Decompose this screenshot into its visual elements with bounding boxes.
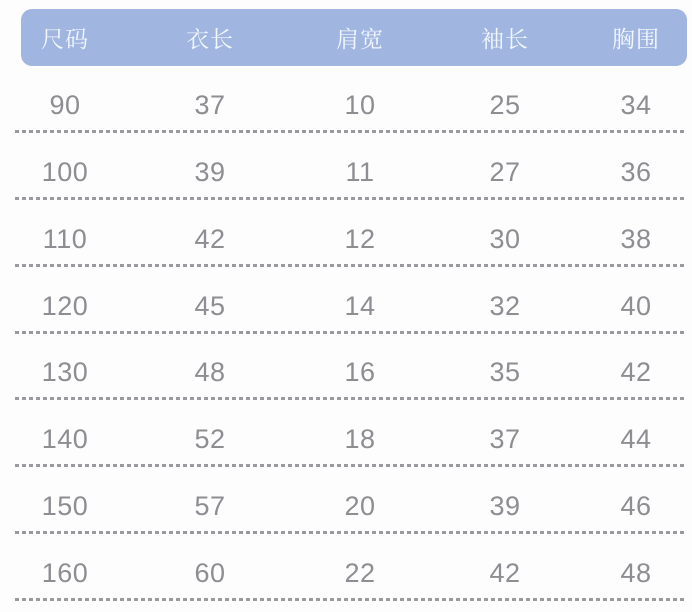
table-row (0, 467, 692, 534)
cell-size: 160 (41, 558, 89, 589)
cell-size: 150 (41, 491, 89, 522)
cell-size: 130 (41, 357, 89, 388)
cell-sleeve-length: 30 (489, 223, 521, 254)
cell-chest: 34 (620, 89, 652, 120)
table-row (0, 200, 692, 267)
cell-chest: 40 (620, 290, 652, 321)
cell-chest: 36 (620, 156, 652, 187)
cell-shoulder-width: 12 (344, 223, 376, 254)
cell-chest: 38 (620, 223, 652, 254)
cell-shoulder-width: 11 (345, 156, 375, 187)
column-header-sleeve-length: 袖长 (481, 26, 529, 52)
table-body (0, 66, 692, 601)
cell-chest: 46 (620, 491, 652, 522)
table-row (0, 334, 692, 401)
cell-sleeve-length: 37 (489, 424, 521, 455)
cell-garment-length: 48 (194, 357, 226, 388)
cell-shoulder-width: 14 (344, 290, 376, 321)
cell-shoulder-width: 20 (344, 491, 376, 522)
cell-chest: 44 (620, 424, 652, 455)
cell-chest: 48 (620, 558, 652, 589)
cell-garment-length: 45 (194, 290, 226, 321)
column-header-chest: 胸围 (612, 26, 660, 52)
cell-sleeve-length: 25 (489, 89, 521, 120)
cell-shoulder-width: 18 (344, 424, 376, 455)
table-header-row (0, 9, 692, 66)
cell-size: 110 (42, 223, 88, 254)
cell-shoulder-width: 10 (344, 89, 376, 120)
cell-garment-length: 39 (194, 156, 226, 187)
cell-sleeve-length: 35 (489, 357, 521, 388)
table-row (0, 267, 692, 334)
cell-sleeve-length: 32 (489, 290, 521, 321)
cell-sleeve-length: 39 (489, 491, 521, 522)
cell-shoulder-width: 16 (344, 357, 376, 388)
column-header-shoulder-width: 肩宽 (336, 26, 384, 52)
cell-garment-length: 37 (194, 89, 226, 120)
cell-sleeve-length: 27 (489, 156, 521, 187)
cell-sleeve-length: 42 (489, 558, 521, 589)
cell-garment-length: 52 (194, 424, 226, 455)
cell-size: 100 (41, 156, 89, 187)
cell-shoulder-width: 22 (344, 558, 376, 589)
cell-garment-length: 60 (194, 558, 226, 589)
column-header-garment-length: 衣长 (186, 26, 234, 52)
table-row (0, 133, 692, 200)
column-header-size: 尺码 (41, 26, 89, 52)
cell-chest: 42 (620, 357, 652, 388)
cell-size: 140 (41, 424, 89, 455)
table-row (0, 400, 692, 467)
cell-size: 120 (41, 290, 89, 321)
table-row (0, 534, 692, 601)
table-row (0, 66, 692, 133)
cell-size: 90 (49, 89, 81, 120)
cell-garment-length: 42 (194, 223, 226, 254)
cell-garment-length: 57 (194, 491, 226, 522)
